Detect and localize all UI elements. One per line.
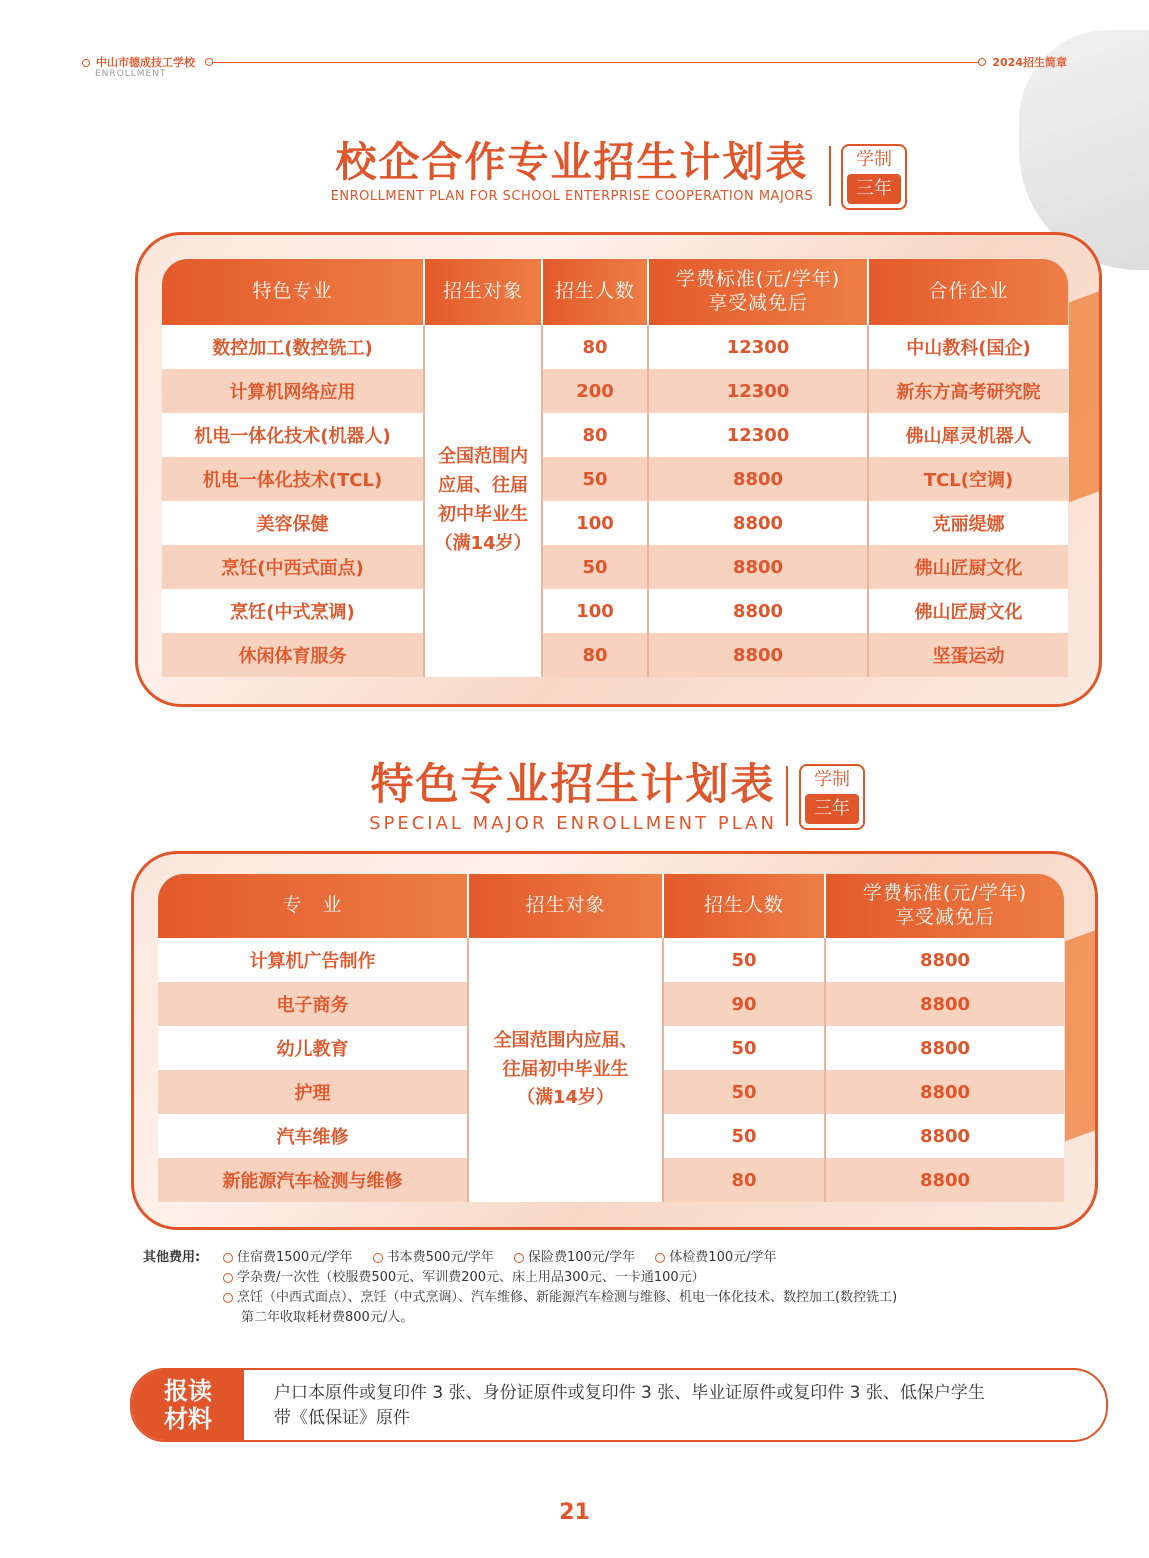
cell-count: 80 [542, 413, 648, 457]
cell-major: 电子商务 [158, 982, 468, 1026]
cell-company: 克丽缇娜 [868, 501, 1068, 545]
cell-fee: 12300 [648, 325, 868, 369]
table-row [162, 501, 1068, 545]
section1-title: 校企合作专业招生计划表 [335, 138, 809, 186]
fees-line-3: 烹饪（中西式面点）、烹饪（中式烹调）、汽车维修、新能源汽车检测与维修、机电一体化技术、数控加工(数控铣工) [223, 1288, 897, 1307]
cell-major: 幼儿教育 [158, 1026, 468, 1070]
header-rule [210, 62, 980, 63]
cell-company: 新东方高考研究院 [868, 369, 1068, 413]
school-name: 中山市德成技工学校 [82, 54, 195, 70]
cell-fee: 8800 [648, 457, 868, 501]
cell-count: 90 [663, 982, 825, 1026]
col-header-fee: 学费标准(元/学年) 享受减免后 [648, 259, 868, 325]
cell-fee: 8800 [825, 1026, 1064, 1070]
card-accent [1069, 288, 1102, 503]
table-row [162, 589, 1068, 633]
cell-count: 50 [663, 1026, 825, 1070]
title-divider [786, 766, 788, 826]
duration-badge: 学制 三年 [841, 144, 907, 210]
fee-item: 体检费100元/学年 [655, 1248, 776, 1267]
cell-major: 机电一体化技术(TCL) [162, 457, 424, 501]
cell-major: 计算机广告制作 [158, 938, 468, 982]
header-subtitle: ENROLLMENT [95, 69, 167, 79]
cell-count: 200 [542, 369, 648, 413]
fees-line-4: 第二年收取耗材费800元/人。 [241, 1310, 414, 1325]
table-row [162, 369, 1068, 413]
cell-fee: 8800 [825, 938, 1064, 982]
fee-item: 保险费100元/学年 [514, 1248, 635, 1267]
table-row [162, 633, 1068, 677]
cell-major: 汽车维修 [158, 1114, 468, 1158]
brochure-title: 2024招生简章 [992, 56, 1067, 69]
cell-company: 佛山匠厨文化 [868, 589, 1068, 633]
cell-fee: 8800 [648, 633, 868, 677]
cell-fee: 12300 [648, 413, 868, 457]
header-rule-dot [205, 58, 213, 66]
cell-count: 80 [542, 633, 648, 677]
cooperation-plan-table [162, 259, 1068, 677]
section2-title: 特色专业招生计划表 [370, 760, 776, 810]
cell-fee: 8800 [648, 501, 868, 545]
table-row [162, 545, 1068, 589]
cell-count: 100 [542, 589, 648, 633]
duration-badge: 学制 三年 [799, 764, 865, 830]
cell-count: 50 [663, 938, 825, 982]
cell-fee: 12300 [648, 369, 868, 413]
table-row [162, 457, 1068, 501]
cell-company: TCL(空调) [868, 457, 1068, 501]
col-header-count: 招生人数 [663, 874, 825, 938]
col-header-fee: 学费标准(元/学年) 享受减免后 [825, 874, 1064, 938]
cell-count: 50 [663, 1114, 825, 1158]
cell-fee: 8800 [825, 982, 1064, 1026]
cell-major: 数控加工(数控铣工) [162, 325, 424, 369]
cell-company: 坚蛋运动 [868, 633, 1068, 677]
table-row [162, 413, 1068, 457]
col-header-major: 专 业 [158, 874, 468, 938]
col-header-major: 特色专业 [162, 259, 424, 325]
cell-major: 新能源汽车检测与维修 [158, 1158, 468, 1202]
fee-item: 住宿费1500元/学年 [223, 1248, 352, 1267]
section1-title-en: ENROLLMENT PLAN FOR SCHOOL ENTERPRISE COOPERATION MAJORS [330, 189, 814, 204]
table-row [158, 938, 1064, 982]
cell-fee: 8800 [648, 545, 868, 589]
cell-count: 80 [542, 325, 648, 369]
cell-major: 护理 [158, 1070, 468, 1114]
title-divider [829, 146, 831, 206]
cell-target: 全国范围内 应届、往届 初中毕业生 （满14岁） [424, 325, 542, 677]
cell-fee: 8800 [825, 1114, 1064, 1158]
col-header-count: 招生人数 [542, 259, 648, 325]
col-header-company: 合作企业 [868, 259, 1068, 325]
table-header-row [158, 874, 1064, 938]
cell-fee: 8800 [825, 1070, 1064, 1114]
materials-box [130, 1368, 1108, 1442]
cell-major: 机电一体化技术(机器人) [162, 413, 424, 457]
table-header-row [162, 259, 1068, 325]
col-header-target: 招生对象 [468, 874, 663, 938]
materials-label: 报读 材料 [132, 1370, 244, 1440]
special-plan-table [158, 874, 1064, 1202]
cell-major: 休闲体育服务 [162, 633, 424, 677]
col-header-target: 招生对象 [424, 259, 542, 325]
section2-title-en: SPECIAL MAJOR ENROLLMENT PLAN [369, 813, 777, 834]
page-number: 21 [559, 1500, 590, 1525]
card-accent [1065, 927, 1098, 1142]
section1-title-block [318, 138, 826, 204]
header-rule-dot [978, 58, 986, 66]
cell-count: 80 [663, 1158, 825, 1202]
fees-line-2: 学杂费/一次性（校服费500元、军训费200元、床上用品300元、一卡通100元） [223, 1268, 705, 1287]
cell-major: 计算机网络应用 [162, 369, 424, 413]
cell-count: 50 [542, 457, 648, 501]
cell-major: 美容保健 [162, 501, 424, 545]
cell-fee: 8800 [825, 1158, 1064, 1202]
cell-count: 100 [542, 501, 648, 545]
section2-title-block [366, 760, 780, 834]
fee-item: 书本费500元/学年 [373, 1248, 494, 1267]
fees-label: 其他费用: [143, 1250, 201, 1265]
fees-line-1 [223, 1248, 793, 1267]
cell-company: 中山教科(国企) [868, 325, 1068, 369]
cell-count: 50 [663, 1070, 825, 1114]
cell-fee: 8800 [648, 589, 868, 633]
cell-count: 50 [542, 545, 648, 589]
other-fees [143, 1248, 1073, 1328]
materials-text: 户口本原件或复印件 3 张、身份证原件或复印件 3 张、毕业证原件或复印件 3 张、低保户学生 带《低保证》原件 [274, 1383, 985, 1428]
cell-company: 佛山犀灵机器人 [868, 413, 1068, 457]
cell-target: 全国范围内应届、 往届初中毕业生 （满14岁） [468, 938, 663, 1202]
cell-company: 佛山匠厨文化 [868, 545, 1068, 589]
cell-major: 烹饪(中式烹调) [162, 589, 424, 633]
cell-major: 烹饪(中西式面点) [162, 545, 424, 589]
table-row [162, 325, 1068, 369]
